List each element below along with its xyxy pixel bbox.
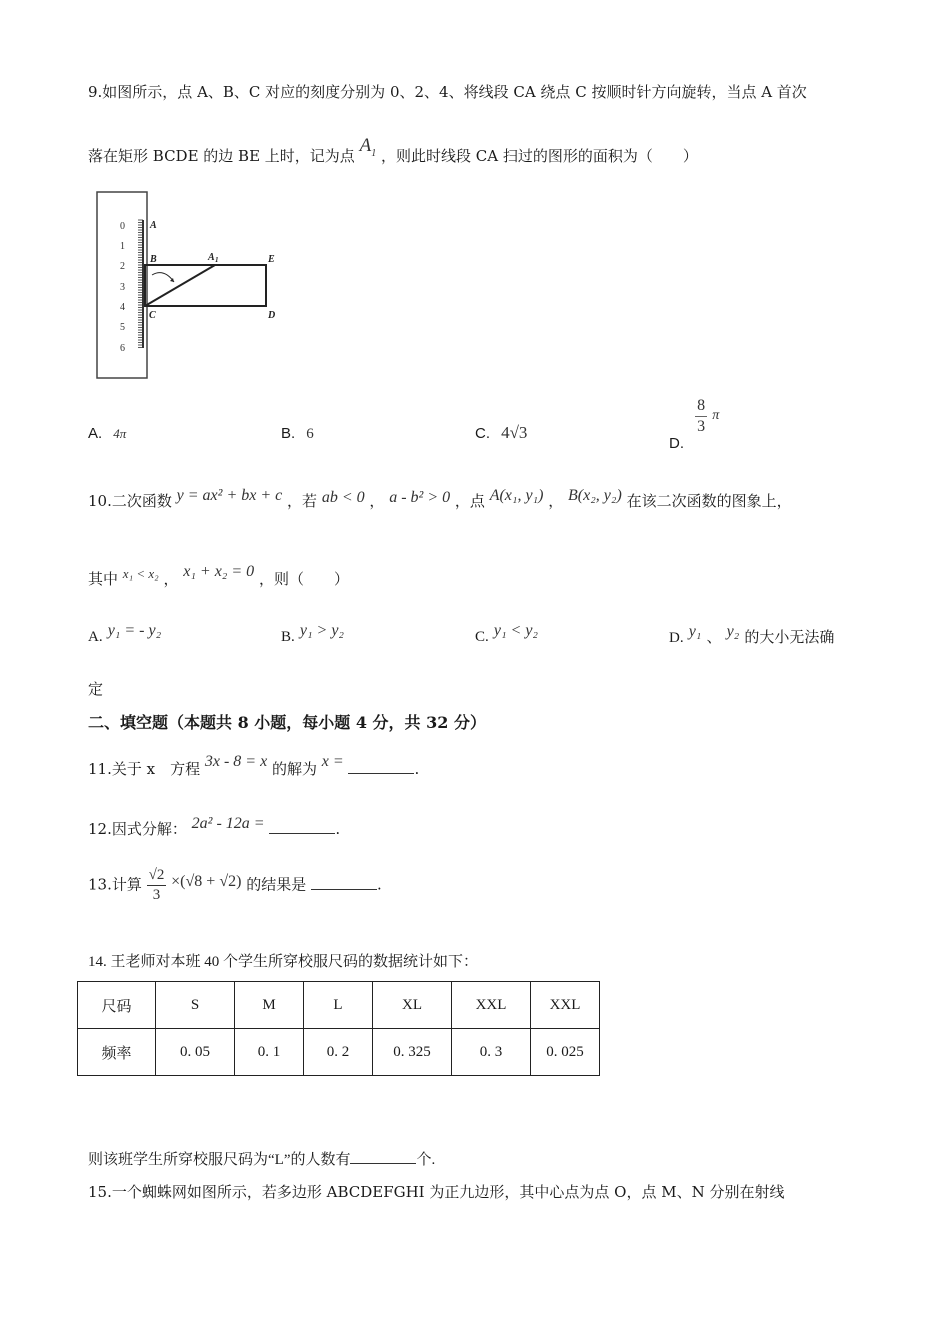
option-value: 6 [306,426,314,442]
table-cell: XXL [452,982,531,1029]
tick-label-5: 5 [120,322,125,333]
section-heading: 二、填空题（本题共 8 小题，每小题 4 分，共 32 分） [88,713,486,732]
table-cell: 0. 05 [156,1029,235,1076]
q9-line2 [88,135,698,169]
q10-condition-2: a - b² > 0 [389,489,451,506]
q10-condition-1: ab < 0 [321,489,365,506]
option-letter: A. [88,425,103,442]
option-value-a: y₁ [688,623,702,640]
q9-line1: 9.如图所示，点 A、B、C 对应的刻度分别为 0、2、4、将线段 CA 绕点 C 按顺时针方向旋转，当点 A 首次 [88,83,807,101]
q10-prefix: 10.二次函数 [88,492,172,510]
q13 [88,868,382,903]
q11-answer-blank[interactable] [348,759,414,774]
fraction-numerator: 8 [695,398,707,417]
tick-label-6: 6 [120,343,125,354]
option-tail: 的大小无法确 [744,628,835,646]
label-e: E [268,254,275,265]
q9-option-a [88,423,126,442]
option-letter: B. [281,629,295,645]
option-value: 4π [113,426,127,441]
q9-option-d [669,397,720,452]
table-cell: 0. 1 [235,1029,304,1076]
option-letter: C. [475,629,489,645]
q12 [88,815,341,839]
q9-point-sub: 1 [371,147,377,159]
table-cell: 0. 325 [373,1029,452,1076]
q9-line2-post: ，则此时线段 CA 扫过的图形的面积为（ ） [380,147,698,165]
q15-line1: 15.一个蜘蛛网如图所示，若多边形 ABCDEFGHI 为正九边形，其中心点为点 O，点 M、N 分别在射线 [88,1183,785,1201]
q10-text: ，若 [287,492,318,510]
option-letter: C. [475,425,490,442]
q9-point-a1 [359,135,377,159]
q10-text: ， [163,570,179,588]
q10-condition-4: x₁ + x₂ = 0 [183,563,255,580]
option-value: y₁ < y₂ [493,622,538,639]
table-cell: XXL [531,982,600,1029]
tick-label-1: 1 [120,241,125,252]
q14-after-pre: 则该班学生所穿校服尺码为“L”的人数有 [88,1152,351,1168]
q10-condition-3: x₁ < x₂ [122,566,159,581]
table-header-row [78,982,600,1029]
q9-line2-pre: 落在矩形 BCDE 的边 BE 上时，记为点 [88,147,355,165]
table-cell: 频率 [78,1029,156,1076]
q10-function: y = ax² + bx + c [176,487,283,504]
q10-text: ，点 [454,492,485,510]
option-value-b: y₂ [726,623,740,640]
label-a1-sub: 1 [215,256,219,264]
q10-option-c [475,622,538,646]
table-cell: 0. 3 [452,1029,531,1076]
fraction-denominator: 3 [697,418,706,435]
option-letter: A. [88,629,103,645]
q11-equation: 3x - 8 = x [204,753,268,770]
label-b: B [150,254,157,265]
q13-answer-blank[interactable] [311,875,377,890]
q14-after-post: 个. [416,1152,436,1168]
q10-line2 [88,563,349,589]
option-letter: D. [669,435,684,452]
option-value-suffix: π [712,408,720,423]
label-a1: A [208,252,215,263]
tick-label-0: 0 [120,221,125,232]
q10-text: 其中 [88,570,119,588]
q11-end: . [414,760,420,778]
table-cell: 0. 025 [531,1029,600,1076]
q10-line1 [88,487,792,511]
table-cell: S [156,982,235,1029]
q13-end: . [377,875,382,894]
q10-option-a [88,622,162,646]
table-cell: 尺码 [78,982,156,1029]
fraction-denominator: 3 [152,887,161,903]
q10-option-d [669,623,835,647]
q11 [88,753,420,779]
tick-label-3: 3 [120,282,125,293]
q13-post: 的结果是 [246,875,307,894]
ruler-tick-labels [120,221,125,354]
q10-text: ， [369,492,385,510]
option-separator: 、 [706,628,722,646]
q12-pre: 12.因式分解： [88,820,187,838]
q12-expression: 2a² - 12a = [191,815,265,832]
size-frequency-table [77,981,600,1076]
table-cell: M [235,982,304,1029]
table-cell: XL [373,982,452,1029]
q14-answer-blank[interactable] [350,1149,416,1164]
q13-pre: 13.计算 [88,875,142,894]
option-value: y₁ > y₂ [299,622,344,639]
q11-answer-label: x = [321,753,344,770]
tick-label-4: 4 [120,302,125,313]
label-c: C [149,310,156,321]
q9-option-b [281,423,314,443]
option-value: 4√3 [501,423,528,442]
option-fraction [695,398,707,435]
tick-label-2: 2 [120,261,125,272]
table-cell: 0. 2 [304,1029,373,1076]
table-row [78,1029,600,1076]
q9-ruler-figure [94,190,294,382]
q12-end: . [335,820,341,838]
q10-text: 在该二次函数的图象上， [626,492,792,510]
q12-answer-blank[interactable] [269,819,335,834]
q11-pre: 11.关于 x 方程 [88,760,201,778]
option-letter: D. [669,630,684,646]
q13-fraction [147,868,167,903]
q10-wrap: 定 [88,680,104,698]
q10-point-a: A(x₁, y₁) [489,487,544,504]
q10-point-b: B(x₂, y₂) [568,487,622,504]
label-d: D [268,310,276,321]
q14-intro: 14. 王老师对本班 40 个学生所穿校服尺码的数据统计如下： [88,954,479,970]
option-value: y₁ = - y₂ [107,622,162,639]
q9-point-label: A [359,135,372,156]
option-letter: B. [281,425,296,442]
q10-text: ，则（ ） [258,570,349,588]
q13-expression: ×(√8 + √2) [171,872,242,890]
q9-option-c [475,423,527,443]
table-cell: L [304,982,373,1029]
label-a: A [150,220,157,231]
q10-option-b [281,622,344,646]
fraction-numerator: √2 [147,868,167,886]
q10-text: ， [548,492,564,510]
q14-after [88,1148,435,1169]
q11-mid: 的解为 [271,760,317,778]
segment-ca1 [145,265,215,306]
